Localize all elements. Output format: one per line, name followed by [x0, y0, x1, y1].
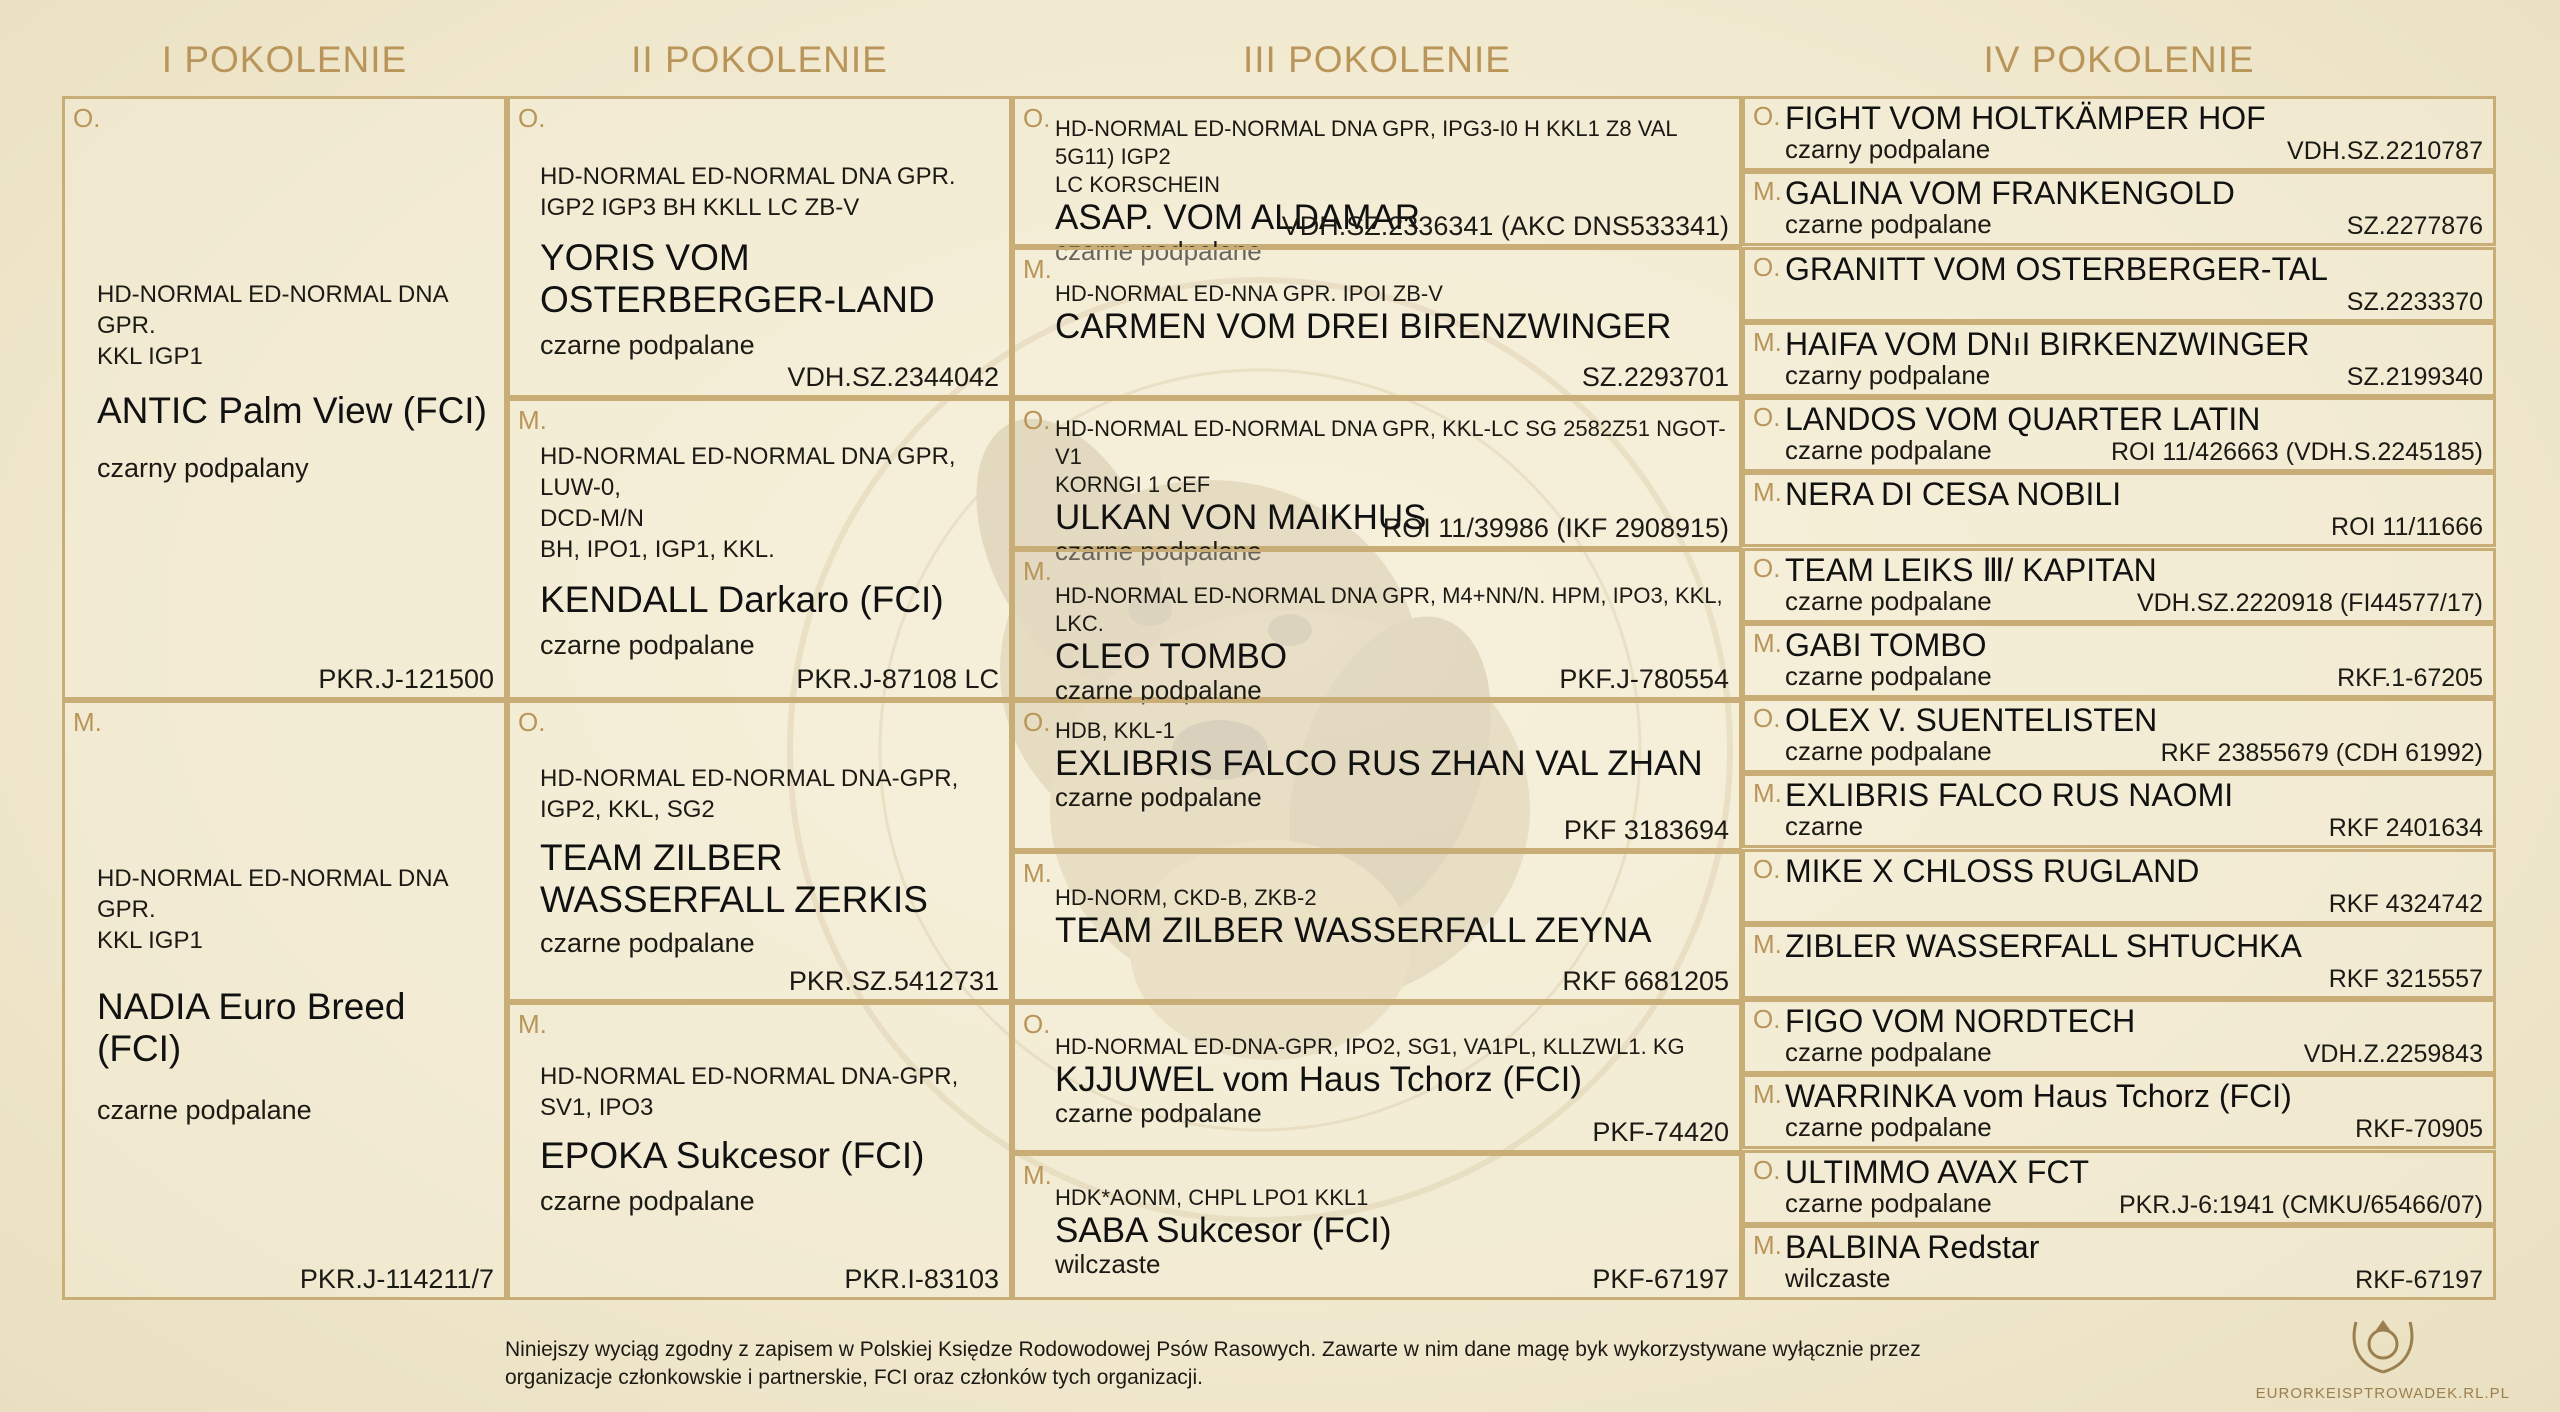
g4-cell-6: [1742, 472, 2496, 547]
generation-2-column: [507, 96, 1012, 1300]
sire-tag: O.: [518, 707, 546, 737]
dog-name: LANDOS VOM QUARTER LATIN: [1785, 401, 2261, 437]
registration-number: RKF 6681205: [1562, 966, 1729, 996]
dog-name: ULTIMMO AVAX FCT: [1785, 1154, 2090, 1190]
registration-number: ROI 11/39986 (IKF 2908915): [1382, 513, 1729, 543]
health-info: HD-NORMAL ED-NORMAL DNA-GPR, SV1, IPO3: [540, 1063, 959, 1121]
dog-name: OLEX V. SUENTELISTEN: [1785, 702, 2158, 738]
footer-disclaimer: Niniejszy wyciąg zgodny z zapisem w Polskiej Księdze Rodowodowej Psów Rasowych. Zawarte w nim dane magę byk wykorzystywane wyłącznie przez organizacje członkowskie i partnerskie, FCI oraz członków tych organizacji.: [505, 1338, 1921, 1389]
sire-tag: O.: [1753, 1155, 1781, 1185]
dam-tag: M.: [1753, 929, 1782, 959]
generation-3-header: III POKOLENIE: [1243, 39, 1511, 80]
health-info: HD-NORMAL ED-NORMAL DNA GPR, KKL-LC SG 2582Z51 NGOT-V1 KORNGI 1 CEF: [1055, 416, 1726, 497]
coat-color: czarny podpalany: [97, 453, 309, 483]
coat-color: czarne: [1785, 811, 1864, 841]
coat-color: czarne podpalane: [540, 928, 755, 958]
generation-1-column: [62, 96, 507, 1300]
g4-cell-5: [1742, 397, 2496, 472]
registration-number: PKF-67197: [1592, 1264, 1729, 1294]
g4-cell-14: [1742, 1074, 2496, 1149]
health-info: HD-NORMAL ED-NORMAL DNA GPR. IGP2 IGP3 BH KKLL LC ZB-V: [540, 163, 956, 221]
health-info: HD-NORMAL ED-DNA-GPR, IPO2, SG1, VA1PL, KLLZWL1. KG: [1055, 1034, 1685, 1059]
sire-tag: O.: [1023, 707, 1051, 737]
health-info: HD-NORM, CKD-B, ZKB-2: [1055, 885, 1317, 910]
g3-cell-6: [1012, 851, 1742, 1002]
dog-name: FIGHT VOM HOLTKÄMPER HOF: [1785, 100, 2266, 136]
sire-tag: O.: [1023, 1009, 1051, 1039]
registration-number: VDH.SZ.2344042: [787, 362, 999, 392]
coat-color: czarne podpalane: [97, 1095, 312, 1125]
coat-color: czarne podpalane: [1785, 736, 1992, 766]
dog-name: GALINA VOM FRANKENGOLD: [1785, 175, 2235, 211]
dam-tag: M.: [73, 707, 102, 737]
coat-color: wilczaste: [1785, 1263, 1891, 1293]
dam-tag: M.: [1753, 327, 1782, 357]
dog-name: EPOKA Sukcesor (FCI): [540, 1135, 925, 1176]
registration-number: RKF 2401634: [2328, 814, 2483, 842]
g4-cell-11: [1742, 849, 2496, 924]
generation-2-header: II POKOLENIE: [631, 39, 888, 80]
g4-cell-13: [1742, 999, 2496, 1074]
dog-name: ANTIC Palm View (FCI): [97, 390, 487, 431]
dog-name: CLEO TOMBO: [1055, 637, 1288, 676]
coat-color: czarne podpalane: [1785, 1188, 1992, 1218]
sire-tag: O.: [1023, 405, 1051, 435]
dam-tag: M.: [1023, 556, 1052, 586]
dam-tag: M.: [1753, 1079, 1782, 1109]
dog-name: TEAM ZILBER WASSERFALL ZERKIS: [540, 837, 928, 920]
sire-tag: O.: [1753, 402, 1781, 432]
dog-name: ZIBLER WASSERFALL SHTUCHKA: [1785, 928, 2302, 964]
health-info: HDB, KKL-1: [1055, 718, 1175, 743]
g3-cell-4: [1012, 549, 1742, 705]
g4-cell-15: [1742, 1150, 2496, 1225]
dam-tag: M.: [1023, 1160, 1052, 1190]
registration-number: PKR.J-6:1941 (CMKU/65466/07): [2118, 1191, 2483, 1219]
health-info: HD-NORMAL ED-NORMAL DNA GPR, LUW-0, DCD-M/N BH, IPO1, IGP1, KKL.: [540, 443, 956, 563]
dam-tag: M.: [1753, 778, 1782, 808]
registration-number: PKR.J-114211/7: [299, 1264, 494, 1294]
health-info: HD-NORMAL ED-NORMAL DNA-GPR, IGP2, KKL, SG2: [540, 765, 959, 823]
coat-color: czarne podpalane: [540, 1186, 755, 1216]
sire-tag: O.: [1753, 1004, 1781, 1034]
dog-name: KENDALL Darkaro (FCI): [540, 579, 944, 620]
dog-name: GABI TOMBO: [1785, 627, 1987, 663]
registration-number: RKF 23855679 (CDH 61992): [2160, 739, 2483, 767]
sire-tag: O.: [1753, 252, 1781, 282]
dam-tag: M.: [1023, 254, 1052, 284]
sire-tag: O.: [1753, 553, 1781, 583]
dam-tag: M.: [518, 405, 547, 435]
dam-tag: M.: [1753, 477, 1782, 507]
registration-number: VDH.SZ.2220918 (FI44577/17): [2136, 589, 2483, 617]
sire-cell: [62, 96, 507, 700]
health-info: HD-NORMAL ED-NORMAL DNA GPR. KKL IGP1: [97, 281, 448, 370]
health-info: HD-NORMAL ED-NORMAL DNA GPR, IPG3-I0 H KKL1 Z8 VAL 5G11) IGP2 LC KORSCHEIN: [1055, 116, 1677, 197]
registration-number: VDH.SZ.2210787: [2287, 137, 2483, 165]
health-info: HD-NORMAL ED-NORMAL DNA GPR, M4+NN/N. HPM, IPO3, KKL, LKC.: [1055, 583, 1723, 636]
dog-name: YORIS VOM OSTERBERGER-LAND: [540, 237, 935, 320]
health-info: HDK*AONM, CHPL LPO1 KKL1: [1055, 1185, 1369, 1210]
registration-number: VDH.Z.2259843: [2303, 1040, 2483, 1068]
registration-number: PKR.J-121500: [318, 664, 494, 694]
dam-cell: [62, 700, 507, 1300]
sire-tag: O.: [1753, 854, 1781, 884]
dog-name: BALBINA Redstar: [1785, 1229, 2040, 1265]
registration-number: RKF-70905: [2355, 1115, 2483, 1143]
g2-cell-4: [507, 1002, 1012, 1300]
dog-name: ASAP. VOM ALDAMAR: [1055, 198, 1421, 237]
g4-cell-9: [1742, 698, 2496, 773]
dam-tag: M.: [1023, 858, 1052, 888]
g4-cell-8: [1742, 623, 2496, 698]
coat-color: czarne podpalane: [1055, 1098, 1262, 1128]
g3-cell-8: [1012, 1153, 1742, 1300]
registration-number: ROI 11/426663 (VDH.S.2245185): [2111, 438, 2483, 466]
coat-color: czarne podpalane: [1785, 1037, 1992, 1067]
registration-number: PKF.J-780554: [1559, 664, 1729, 694]
dog-name: GRANITT VOM OSTERBERGER-TAL: [1785, 251, 2328, 287]
registration-number: PKF 3183694: [1563, 815, 1729, 845]
registration-number: SZ.2233370: [2346, 288, 2483, 316]
coat-color: czarny podpalane: [1785, 360, 1991, 390]
g4-cell-4: [1742, 322, 2496, 397]
dog-name: ULKAN VON MAIKHUS: [1055, 498, 1427, 537]
coat-color: czarne podpalane: [1055, 782, 1262, 812]
dog-name: MIKE X CHLOSS RUGLAND: [1785, 853, 2200, 889]
registration-number: RKF-67197: [2355, 1266, 2483, 1294]
sire-tag: O.: [1023, 103, 1051, 133]
registration-number: SZ.2293701: [1581, 362, 1729, 392]
g4-cell-10: [1742, 773, 2496, 848]
health-info: HD-NORMAL ED-NORMAL DNA GPR. KKL IGP1: [97, 865, 448, 954]
coat-color: czarne podpalane: [1785, 586, 1992, 616]
sire-tag: O.: [1753, 101, 1781, 131]
g2-cell-3: [507, 700, 1012, 1002]
generation-4-header: IV POKOLENIE: [1983, 39, 2255, 80]
g2-cell-1: [507, 96, 1012, 398]
g4-cell-1: [1742, 96, 2496, 171]
registration-number: RKF 4324742: [2328, 890, 2483, 918]
dog-name: HAIFA VOM DNıI BIRKENZWINGER: [1785, 326, 2310, 362]
registration-number: PKR.I-83103: [844, 1264, 999, 1294]
g4-cell-12: [1742, 924, 2496, 999]
g3-cell-5: [1012, 700, 1742, 851]
coat-color: czarne podpalane: [1055, 236, 1262, 266]
brand-url: EURORKEISPTROWADEK.RL.PL: [2255, 1385, 2510, 1402]
g4-cell-3: [1742, 247, 2496, 322]
laurel-icon: [2338, 1310, 2428, 1380]
dog-name: EXLIBRIS FALCO RUS ZHAN VAL ZHAN: [1055, 744, 1703, 783]
coat-color: czarne podpalane: [1055, 675, 1262, 705]
sire-tag: O.: [518, 103, 546, 133]
pedigree-table: [62, 96, 2496, 1300]
g2-cell-2: [507, 398, 1012, 700]
g3-cell-1: [1012, 96, 1742, 266]
health-info: HD-NORMAL ED-NNA GPR. IPOI ZB-V: [1055, 281, 1443, 306]
dog-name: TEAM ZILBER WASSERFALL ZEYNA: [1055, 911, 1652, 950]
g3-cell-2: [1012, 247, 1742, 398]
registration-number: VDH.SZ.2336341 (AKC DNS533341): [1281, 211, 1729, 241]
dam-tag: M.: [1753, 1230, 1782, 1260]
registration-number: RKF 3215557: [2328, 965, 2483, 993]
generation-1-header: I POKOLENIE: [161, 39, 408, 80]
generation-4-column: [1742, 96, 2496, 1300]
dog-name: EXLIBRIS FALCO RUS NAOMI: [1785, 777, 2234, 813]
coat-color: wilczaste: [1055, 1249, 1161, 1279]
coat-color: czarne podpalane: [1055, 536, 1262, 566]
coat-color: czarne podpalane: [1785, 1112, 1992, 1142]
registration-number: PKF-74420: [1592, 1117, 1729, 1147]
registration-number: ROI 11/11666: [2331, 513, 2483, 541]
dog-name: FIGO VOM NORDTECH: [1785, 1003, 2136, 1039]
coat-color: czarne podpalane: [1785, 209, 1992, 239]
coat-color: czarne podpalane: [1785, 661, 1992, 691]
coat-color: czarne podpalane: [540, 330, 755, 360]
dog-name: SABA Sukcesor (FCI): [1055, 1211, 1392, 1250]
g4-cell-2: [1742, 171, 2496, 246]
dog-name: NADIA Euro Breed (FCI): [97, 986, 406, 1069]
g4-cell-7: [1742, 548, 2496, 623]
generation-3-column: [1012, 96, 1742, 1300]
dam-tag: M.: [518, 1009, 547, 1039]
brand-logo: [2256, 1310, 2510, 1402]
dog-name: NERA DI CESA NOBILI: [1785, 476, 2122, 512]
registration-number: PKR.SZ.5412731: [788, 966, 999, 996]
g4-cell-16: [1742, 1225, 2496, 1300]
registration-number: SZ.2277876: [2346, 212, 2483, 240]
coat-color: czarne podpalane: [540, 630, 755, 660]
registration-number: RKF.1-67205: [2337, 664, 2483, 692]
g3-cell-7: [1012, 1002, 1742, 1153]
coat-color: czarny podpalane: [1785, 134, 1991, 164]
sire-tag: O.: [73, 103, 101, 133]
dog-name: KJJUWEL vom Haus Tchorz (FCI): [1055, 1060, 1583, 1099]
coat-color: czarne podpalane: [1785, 435, 1992, 465]
registration-number: SZ.2199340: [2346, 363, 2483, 391]
generation-headers: [0, 30, 2560, 90]
dog-name: WARRINKA vom Haus Tchorz (FCI): [1785, 1078, 2292, 1114]
sire-tag: O.: [1753, 703, 1781, 733]
dog-name: TEAM LEIKS Ⅲ/ KAPITAN: [1785, 552, 2157, 588]
g3-cell-3: [1012, 398, 1742, 566]
registration-number: PKR.J-87108 LC: [796, 664, 999, 694]
dam-tag: M.: [1753, 628, 1782, 658]
dog-name: CARMEN VOM DREI BIRENZWINGER: [1055, 307, 1672, 346]
dam-tag: M.: [1753, 176, 1782, 206]
